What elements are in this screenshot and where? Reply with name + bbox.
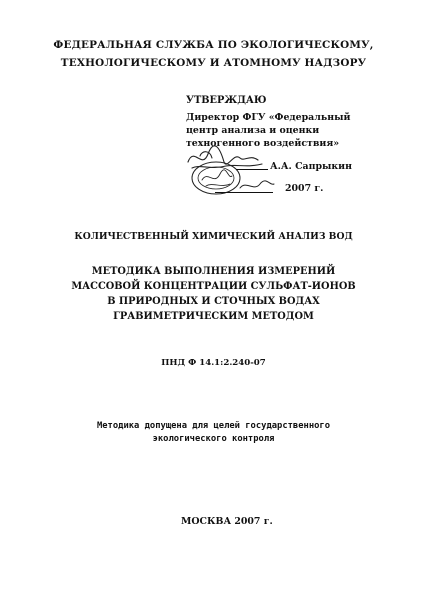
approval-signer: А.А. Сапрыкин	[270, 161, 352, 172]
agency-line-2: ТЕХНОЛОГИЧЕСКОМУ И АТОМНОМУ НАДЗОРУ	[60, 57, 367, 69]
date-line	[215, 192, 273, 193]
method-title-line-4: ГРАВИМЕТРИЧЕСКИМ МЕТОДОМ	[113, 311, 314, 322]
admission-note-line-1: Методика допущена для целей государственного	[96, 421, 331, 431]
approval-year: 2007 г.	[285, 183, 324, 194]
method-title-line-1: МЕТОДИКА ВЫПОЛНЕНИЯ ИЗМЕРЕНИЙ	[91, 266, 336, 277]
method-title-line-3: В ПРИРОДНЫХ И СТОЧНЫХ ВОДАХ	[107, 296, 320, 307]
document-code: ПНД Ф 14.1:2.240-07	[161, 358, 266, 368]
city-year: МОСКВА 2007 г.	[181, 516, 273, 527]
approval-impact-line: техногенного воздействия»	[186, 138, 340, 149]
approval-heading: УТВЕРЖДАЮ	[186, 95, 267, 106]
agency-line-1: ФЕДЕРАЛЬНАЯ СЛУЖБА ПО ЭКОЛОГИЧЕСКОМУ,	[53, 39, 374, 51]
signature-line	[236, 169, 268, 170]
document-subject: КОЛИЧЕСТВЕННЫЙ ХИМИЧЕСКИЙ АНАЛИЗ ВОД	[74, 231, 353, 242]
approval-center-line: центр анализа и оценки	[186, 125, 320, 136]
method-title-line-2: МАССОВОЙ КОНЦЕНТРАЦИИ СУЛЬФАТ-ИОНОВ	[71, 281, 356, 292]
admission-note-line-2: экологического контроля	[152, 434, 275, 444]
approval-director-line: Директор ФГУ «Федеральный	[186, 112, 351, 123]
